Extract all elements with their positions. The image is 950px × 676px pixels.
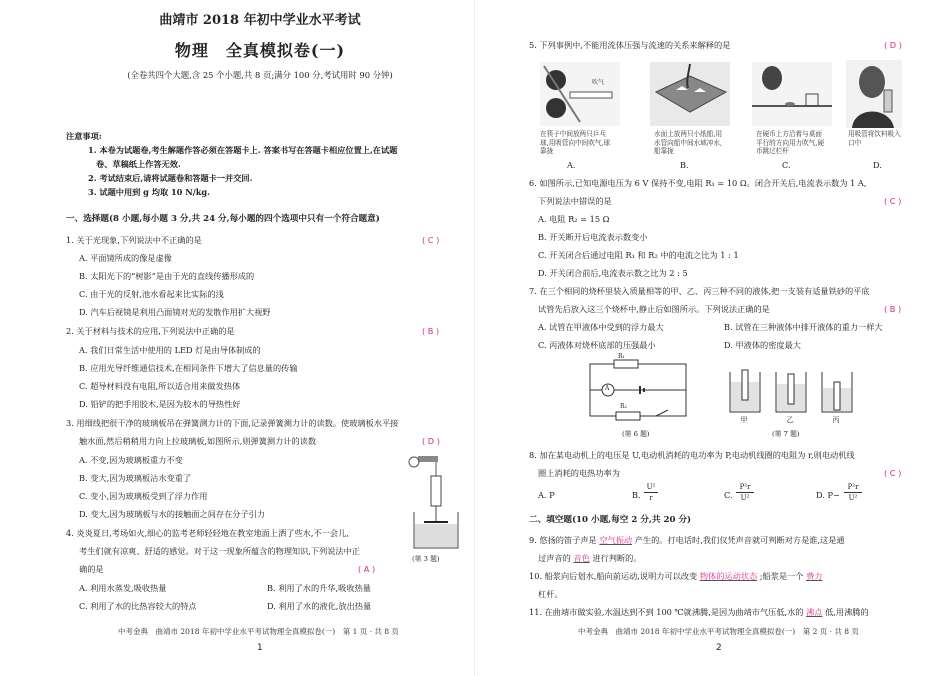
q8-option-b-prefix: B.: [632, 490, 641, 500]
exam-subtitle: 物理 全真模拟卷(一): [174, 41, 346, 60]
q3-option-d: D. 变大,因为玻璃板与水的接触面之间存在分子引力: [79, 509, 266, 519]
q3-water: [415, 524, 457, 547]
q5-ball-bottom: [546, 98, 566, 118]
q5-letter-c: C.: [782, 160, 791, 170]
q10-text-1: 10. 船浆向后划水,船向前运动,说明力可以改变: [529, 571, 698, 581]
q6-label-r2: R₂: [620, 403, 627, 410]
q6-switch: [656, 410, 668, 416]
q2-answer: ( B ): [422, 326, 440, 336]
q4-option-d: D. 利用了水的液化,放出热量: [267, 601, 372, 611]
q5-image-a: [540, 62, 620, 126]
q6-figure-label: (第 6 题): [622, 430, 650, 438]
q2-stem: 2. 关于材料与技术的应用,下列说法中正确的是: [66, 326, 235, 336]
q3-stem-2: 触水面,然后稍稍用力向上拉玻璃板,如图所示,则弹簧测力计的读数: [79, 436, 317, 446]
q4-answer: ( A ): [358, 564, 376, 574]
q1-option-a: A. 平面镜所成的像是虚像: [79, 253, 172, 263]
q5-blow-tag: 吹气: [592, 79, 605, 86]
page-divider: [474, 0, 475, 676]
q7-stem-1: 7. 在三个相同的烧杯里装入质量相等的甲、乙、丙三种不同的液体,把一支装有适量铁砂的平底: [529, 286, 870, 296]
q7-tube-jia: [742, 370, 748, 400]
page-2-number: 2: [716, 643, 722, 653]
q3-stem-1: 3. 用细线把很干净的玻璃板吊在弹簧测力计的下面,记录弹簧测力计的读数。使玻璃板水平接: [66, 418, 399, 428]
q4-option-a: A. 利用水蒸发,吸收热量: [79, 583, 167, 593]
q4-stem-3: 确的是: [79, 564, 104, 574]
q5-head: [762, 66, 782, 90]
q8-option-d-denominator: U²: [848, 494, 858, 502]
q9-line-2: [538, 553, 642, 564]
q2-option-a: A. 我们日常生活中使用的 LED 灯是由导体制成的: [79, 345, 261, 355]
q7-answer: ( B ): [884, 304, 902, 314]
notice-2: 2. 考试结束后,请将试题卷和答题卡一并交回.: [88, 173, 253, 183]
q9-text-4: 进行判断的。: [592, 553, 642, 563]
q10-fill-1: 物体的运动状态: [699, 571, 758, 581]
q2-option-b: B. 应用光导纤维通信技术,在相同条件下增大了信息量的传输: [79, 363, 298, 373]
q4-stem-2: 考生们就有凉爽、舒适的感觉。对于这一现象所蕴含的物理知识,下列说法中正: [79, 546, 360, 556]
q7-stem-2: 试管先后放入这三个烧杯中,静止后如图所示。下列说法正确的是: [538, 304, 770, 314]
q4-option-c: C. 利用了水的比热容较大的特点: [79, 601, 197, 611]
q5-caption-a: 在筷子中间放两只乒乓球,用吸管向中间吹气,球靠拢: [540, 130, 611, 156]
q9-text-2: 产生的。打电话时,我们仅凭声音就可判断对方是谁,这是通: [634, 535, 845, 545]
q6-circuit-figure: [586, 356, 690, 426]
q9-text-3: 过声音的: [538, 553, 571, 563]
notice-1-cont: 卷、草稿纸上作答无效.: [96, 159, 181, 169]
q8-stem-1: 8. 加在某电动机上的电压是 U,电动机消耗的电功率为 P,电动机线圈的电阻为 r,则电动机线: [529, 450, 855, 460]
section-1-heading: 一、选择题(8 小题,每小题 3 分,共 24 分,每小题的四个选项中只有一个符合题意): [66, 214, 380, 224]
q11-fill-1: 沸点: [806, 607, 823, 617]
q6-label-r1: R₁: [618, 353, 625, 360]
q7-option-b: B. 试管在三种液体中排开液体的重力一样大: [724, 322, 883, 332]
q2-option-c: C. 超导材料没有电阻,所以适合用来做发热体: [79, 381, 241, 391]
q6-answer: ( C ): [884, 196, 902, 206]
q10-line-1: [529, 571, 822, 582]
page-1-footer: 中考金典 曲靖市 2018 年初中学业水平考试物理全真模拟卷(一) 第 1 页 · 共 8 页: [118, 627, 399, 636]
q8-option-c-fraction-bar: [736, 492, 754, 493]
q11-text-2: 低,用沸腾的: [825, 607, 869, 617]
q7-beakers-figure: [726, 368, 856, 416]
q11-line-1: [529, 607, 869, 618]
q7-option-d: D. 甲液体的密度最大: [724, 340, 801, 350]
q9-fill-1: 空气振动: [599, 535, 633, 545]
q8-option-d-fraction-bar: [844, 492, 862, 493]
q5-image-d: [846, 60, 902, 128]
q5-straw: [570, 92, 612, 98]
q9-text-1: 9. 悠扬的笛子声是: [529, 535, 597, 545]
q7-label-bing: 丙: [832, 416, 840, 424]
q9-line-1: [529, 535, 845, 546]
q5-letter-b: B.: [680, 160, 689, 170]
q5-image-c: [752, 62, 832, 126]
q3-figure: [400, 452, 462, 552]
q6-option-b: B. 开关断开后电流表示数变小: [538, 232, 648, 242]
q10-fill-2: 费力: [806, 571, 823, 581]
q7-figure-label: (第 7 题): [772, 430, 800, 438]
q8-option-b-denominator: r: [649, 494, 653, 502]
q10-text-2: ;船浆是一个: [759, 571, 804, 581]
q8-stem-2: 圈上消耗的电热功率为: [538, 468, 620, 478]
page-1-number: 1: [257, 643, 263, 653]
q5-letter-a: A.: [567, 160, 576, 170]
q7-tube-yi: [788, 374, 794, 404]
q11-text-1: 11. 在曲靖市做实验,水温达到不到 100 ℃就沸腾,是因为曲靖市气压低,水的: [529, 607, 804, 617]
page-2-footer: 中考金典 曲靖市 2018 年初中学业水平考试物理全真模拟卷(一) 第 2 页 · 共 8 页: [578, 627, 859, 636]
q3-option-c: C. 变小,因为玻璃板受到了浮力作用: [79, 491, 208, 501]
q5-letter-d: D.: [873, 160, 882, 170]
q8-option-c-prefix: C.: [724, 490, 733, 500]
q1-answer: ( C ): [422, 235, 440, 245]
q6-stem-2: 下列说法中错误的是: [538, 196, 612, 206]
q6-option-a: A. 电阻 R₂ = 15 Ω: [538, 214, 610, 224]
q1-option-b: B. 太阳光下的“树影”是由于光的直线传播形成的: [79, 271, 255, 281]
notice-3: 3. 试题中用到 g 均取 10 N/kg.: [88, 187, 210, 197]
q7-tube-bing: [834, 382, 840, 410]
q5-image-b: [650, 62, 730, 126]
q7-label-jia: 甲: [740, 416, 748, 424]
q5-cup: [884, 90, 892, 112]
q6-stem-1: 6. 如图所示,已知电源电压为 6 V 保持不变,电阻 R₁ = 10 Ω。闭合开关后,电流表示数为 1 A,: [529, 178, 867, 188]
q8-option-c-denominator: U²: [740, 494, 750, 502]
q8-option-d-numerator: P²r: [847, 483, 859, 491]
q5-stem: 5. 下列事例中,不能用流体压强与流速的关系来解释的是: [529, 40, 731, 50]
q3-option-b: B. 变大,因为玻璃板沾水变重了: [79, 473, 192, 483]
q6-resistor-r1: [614, 360, 638, 368]
q4-option-b: B. 利用了水的升华,吸收热量: [267, 583, 371, 593]
q4-stem-1: 4. 炎炎夏日,考场如火,细心的监考老师轻轻地在教室地面上洒了些水,不一会儿,: [66, 528, 349, 538]
exam-title: 曲靖市 2018 年初中学业水平考试: [159, 13, 361, 28]
q5-boy-head: [859, 66, 885, 98]
q1-stem: 1. 关于光现象,下列说法中不正确的是: [66, 235, 202, 245]
q5-answer: ( D ): [884, 40, 902, 50]
notice-1: 1. 本卷为试题卷,考生解题作答必须在答题卡上. 答案书写在答题卡相应位置上,在试题: [88, 145, 398, 155]
q5-caption-b: 水面上放两只小纸船,用水管向船中间水域冲水,船靠拢: [654, 130, 723, 156]
q8-option-d-prefix: D. P−: [816, 490, 840, 500]
q6-resistor-r2: [616, 412, 640, 420]
q8-option-b-numerator: U²: [646, 483, 656, 491]
q7-option-a: A. 试管在甲液体中受到的浮力最大: [538, 322, 664, 332]
q5-coin: [785, 102, 795, 106]
q10-line-2: 杠杆。: [538, 589, 563, 599]
q6-label-ammeter: A: [605, 385, 610, 392]
q8-option-a: A. P: [538, 490, 555, 500]
q7-label-yi: 乙: [786, 416, 794, 424]
q1-option-d: D. 汽车后视镜是利用凸面镜对光的发散作用扩大视野: [79, 307, 271, 317]
notices-heading: 注意事项:: [66, 131, 102, 141]
q2-option-d: D. 铅铲的把手用胶木,是因为胶木的导热性好: [79, 399, 241, 409]
q3-option-a: A. 不变,因为玻璃板重力不变: [79, 455, 183, 465]
q3-clamp: [418, 456, 438, 462]
q7-option-c: C. 丙液体对烧杯底部的压强最小: [538, 340, 656, 350]
q8-option-b-fraction-bar: [644, 492, 658, 493]
q3-holder-knob: [409, 457, 419, 467]
q8-answer: ( C ): [884, 468, 902, 478]
q1-option-c: C. 由于光的反射,池水看起来比实际的浅: [79, 289, 224, 299]
q3-spring-scale: [431, 476, 441, 506]
q5-caption-d: 用吸管将饮料吸入口中: [848, 130, 901, 147]
q9-fill-2: 音色: [573, 553, 590, 563]
q8-option-c-numerator: P²r: [739, 483, 751, 491]
q5-caption-c: 在硬币上方沿着与桌面平行的方向用力吹气,硬币跳过栏杆: [756, 130, 825, 156]
section-2-heading: 二、填空题(10 小题,每空 2 分,共 20 分): [529, 515, 692, 525]
q6-option-c: C. 开关闭合后通过电阻 R₁ 和 R₂ 中的电流之比为 1 : 1: [538, 250, 739, 260]
q6-option-d: D. 开关闭合前后,电流表示数之比为 2 : 5: [538, 268, 688, 278]
q3-answer: ( D ): [422, 436, 440, 446]
q3-figure-label: (第 3 题): [412, 555, 440, 563]
exam-note: (全卷共四个大题,含 25 个小题,共 8 页;满分 100 分,考试用时 90 分钟): [127, 70, 393, 80]
